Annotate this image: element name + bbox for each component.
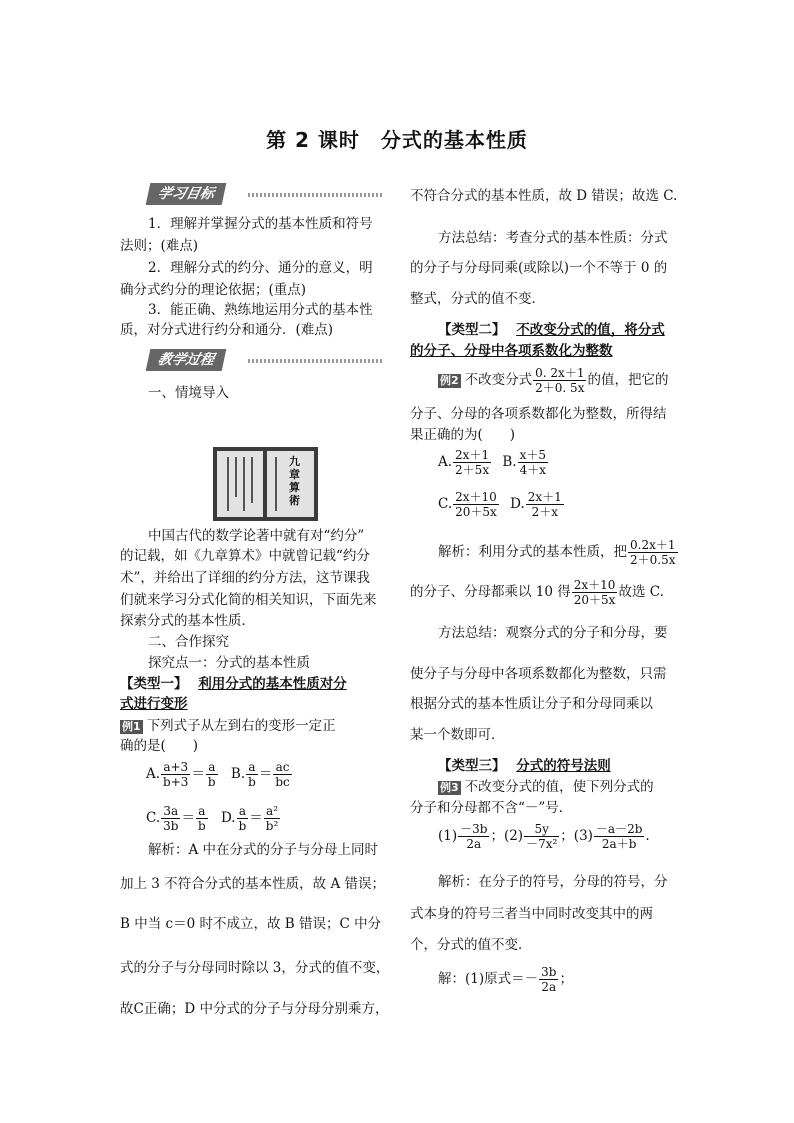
goal-3b: 质，对分式进行约分和通分．(难点) — [120, 322, 334, 338]
solution-2-line-1: 解析：利用分式的基本性质，把 $\frac{0.2x+1}{2+0.5x}$ — [438, 538, 676, 567]
solution-3-line-1: 解析：在分子的符号，分母的符号，分 — [438, 874, 668, 890]
type-1-heading — [120, 674, 347, 694]
example-badge: 例2 — [440, 374, 459, 387]
step-2-heading: 二、合作探究 — [148, 634, 229, 650]
goal-1a: 1．理解并掌握分式的基本性质和符号 — [148, 216, 373, 232]
fraction: $\frac{a}{b}$ — [207, 760, 216, 789]
solution-3-line-3: 个，分式的值不变． — [410, 937, 532, 953]
example-2-line-3: 果正确的为( ) — [410, 427, 516, 443]
example-2-line-2: 分子、分母的各项系数都化为整数，所得结 — [410, 406, 667, 422]
option-row-ab-2 — [438, 448, 549, 477]
type-3-label: 【类型三】 — [438, 758, 506, 774]
fraction: $\frac{2x+10}{20+5x}$ — [455, 490, 497, 519]
type-2-title: 不改变分式的值，将分式 — [516, 322, 665, 338]
example-badge: 例3 — [440, 781, 459, 794]
section-header-process — [148, 349, 384, 371]
fraction: $\frac{2x+1}{2+5x}$ — [455, 448, 490, 477]
option-d-label: D. — [220, 810, 236, 826]
fraction: $\frac{x+5}{4+x}$ — [519, 448, 547, 477]
option-a-label: A. — [146, 766, 161, 782]
fraction: $\frac{-3b}{2a}$ — [460, 822, 488, 851]
equals-sign: ＝ — [181, 810, 195, 826]
method-1-line-3: 整式，分式的值不变． — [410, 291, 545, 307]
section-label: 学习目标 — [146, 183, 227, 205]
answer-1: 解：(1)原式＝－ $\frac{3b}{2a}$ ； — [438, 965, 573, 994]
option-b-label: B. — [230, 766, 246, 782]
fraction: $\frac{\text{a²}}{\text{b²}}$ — [265, 804, 279, 833]
example-3-line-1: 例3 不改变分式的值，使下列分式的 — [440, 779, 654, 795]
fraction: $\frac{0. 2x+1}{2+0. 5x}$ — [535, 366, 585, 395]
option-row-ab — [146, 760, 293, 789]
type-1-title-cont: 式进行变形 — [120, 696, 188, 712]
solution-1-line-2: 加上 3 不符合分式的基本性质，故 A 错误； — [120, 876, 386, 892]
section-header-goals — [148, 183, 384, 205]
method-1-line-2: 的分子与分母同乘(或除以)一个不等于 0 的 — [410, 260, 668, 276]
method-2-line-2: 使分子与分母中各项系数都化为整数，只需 — [410, 666, 667, 682]
option-a-label: A. — [438, 454, 453, 470]
explore-point-1: 探究点一：分式的基本性质 — [148, 655, 310, 671]
equals-sign: ＝ — [249, 810, 263, 826]
type-2-label: 【类型二】 — [438, 322, 506, 338]
fraction: $\frac{a}{b}$ — [248, 760, 256, 789]
step-1-heading: 一、情境导入 — [148, 385, 229, 401]
fraction: $\frac{a}{b}$ — [238, 804, 247, 833]
option-d-label: D. — [510, 496, 525, 512]
intro-line-1: 中国古代的数学论著中就有对“约分” — [148, 528, 365, 544]
fraction: $\frac{3a}{3b}$ — [163, 804, 179, 833]
option-row-cd-2 — [438, 490, 565, 519]
fraction: $\frac{0.2x+1}{2+0.5x}$ — [630, 538, 676, 567]
section-label: 教学过程 — [146, 349, 227, 371]
option-c-label: C. — [146, 810, 161, 826]
example-1-text: 下列式子从左到右的变形一定正 — [146, 718, 336, 734]
equals-sign: ＝ — [258, 766, 273, 782]
option-row-cd — [146, 804, 281, 833]
fraction: $\frac{a}{b}$ — [197, 804, 206, 833]
dotted-rule — [248, 359, 384, 363]
fraction: $\frac{2x+1}{2+x}$ — [527, 490, 562, 519]
fraction: $\frac{-a-2b}{2a+b}$ — [595, 822, 643, 851]
fraction: $\frac{3b}{2a}$ — [541, 965, 557, 994]
solution-3-line-2: 式本身的符号三者当中同时改变其中的两 — [410, 906, 653, 922]
intro-line-4: 们就来学习分式化简的相关知识，下面先来 — [120, 592, 377, 608]
fraction: $\frac{ac}{bc}$ — [275, 760, 290, 789]
intro-line-5: 探索分式的基本性质． — [120, 613, 255, 629]
method-2-line-4: 某一个数即可． — [410, 727, 505, 743]
equals-sign: ＝ — [191, 766, 205, 782]
method-2-line-1: 方法总结：观察分式的分子和分母，要 — [438, 625, 668, 641]
example-1-line-1 — [120, 716, 336, 736]
book-cover-title: 九章算術 — [289, 455, 300, 507]
fraction: $\frac{5y}{\text{－7x²}}$ — [526, 822, 558, 851]
type-1-label: 【类型一】 — [120, 676, 188, 692]
type-2-heading — [438, 320, 665, 340]
intro-line-2: 的记载，如《九章算术》中就曾记载“约分 — [120, 548, 370, 564]
method-1-line-1: 方法总结：考查分式的基本性质：分式 — [438, 230, 668, 246]
dotted-rule — [248, 193, 384, 197]
type-3-heading — [438, 756, 611, 776]
jiuzhang-book-image — [213, 447, 318, 521]
continued-line: 不符合分式的基本性质，故 D 错误；故选 C. — [410, 188, 678, 204]
solution-2-line-2: 的分子、分母都乘以 10 得 $\frac{2x+10}{20+5x}$ 故选 C. — [410, 578, 664, 607]
type-1-title: 利用分式的基本性质对分 — [198, 676, 347, 692]
goal-1b: 法则；(难点) — [120, 238, 199, 254]
intro-line-3: 术”，并给出了详细的约分方法，这节课我 — [120, 570, 370, 586]
solution-1-line-1: 解析：A 中在分式的分子与分母上同时 — [148, 842, 379, 858]
goal-2b: 确分式约分的理论依据；(重点) — [120, 282, 307, 298]
example-badge: 例1 — [122, 720, 141, 733]
option-b-label: B. — [502, 454, 517, 470]
page-title: 第 2 课时 分式的基本性质 — [266, 128, 528, 152]
method-2-line-3: 根据分式的基本性质让分子和分母同乘以 — [410, 696, 653, 712]
fraction: $\frac{a+3}{b+3}$ — [163, 760, 189, 789]
example-2-line-1: 例2 不改变分式 $\frac{0. 2x+1}{2+0. 5x}$ 的值，把它的 — [440, 366, 669, 395]
fraction: $\frac{2x+10}{20+5x}$ — [573, 578, 616, 607]
example-3-line-2: 分子和分母都不含“－”号． — [410, 800, 573, 816]
solution-1-line-4: 式的分子与分母同时除以 3，分式的值不变， — [120, 960, 390, 976]
solution-1-line-3: B 中当 c＝0 时不成立，故 B 错误；C 中分 — [120, 916, 382, 932]
type-3-title: 分式的符号法则 — [516, 758, 611, 774]
goal-3a: 3．能正确、熟练地运用分式的基本性 — [148, 302, 373, 318]
type-2-title-cont: 的分子、分母中各项系数化为整数 — [410, 343, 613, 359]
goal-2a: 2．理解分式的约分、通分的意义，明 — [148, 260, 373, 276]
example-1-line-2: 确的是( ) — [120, 738, 199, 754]
option-c-label: C. — [438, 496, 453, 512]
example-3-questions: (1) $\frac{-3b}{2a}$ ；(2) $\frac{5y}{\text{－7x²}}$ ；(3) $\frac{-a-2b}{2a+b}$ . — [438, 822, 650, 851]
solution-1-line-5: 故C正确；D 中分式的分子与分母分别乘方， — [120, 1001, 389, 1017]
